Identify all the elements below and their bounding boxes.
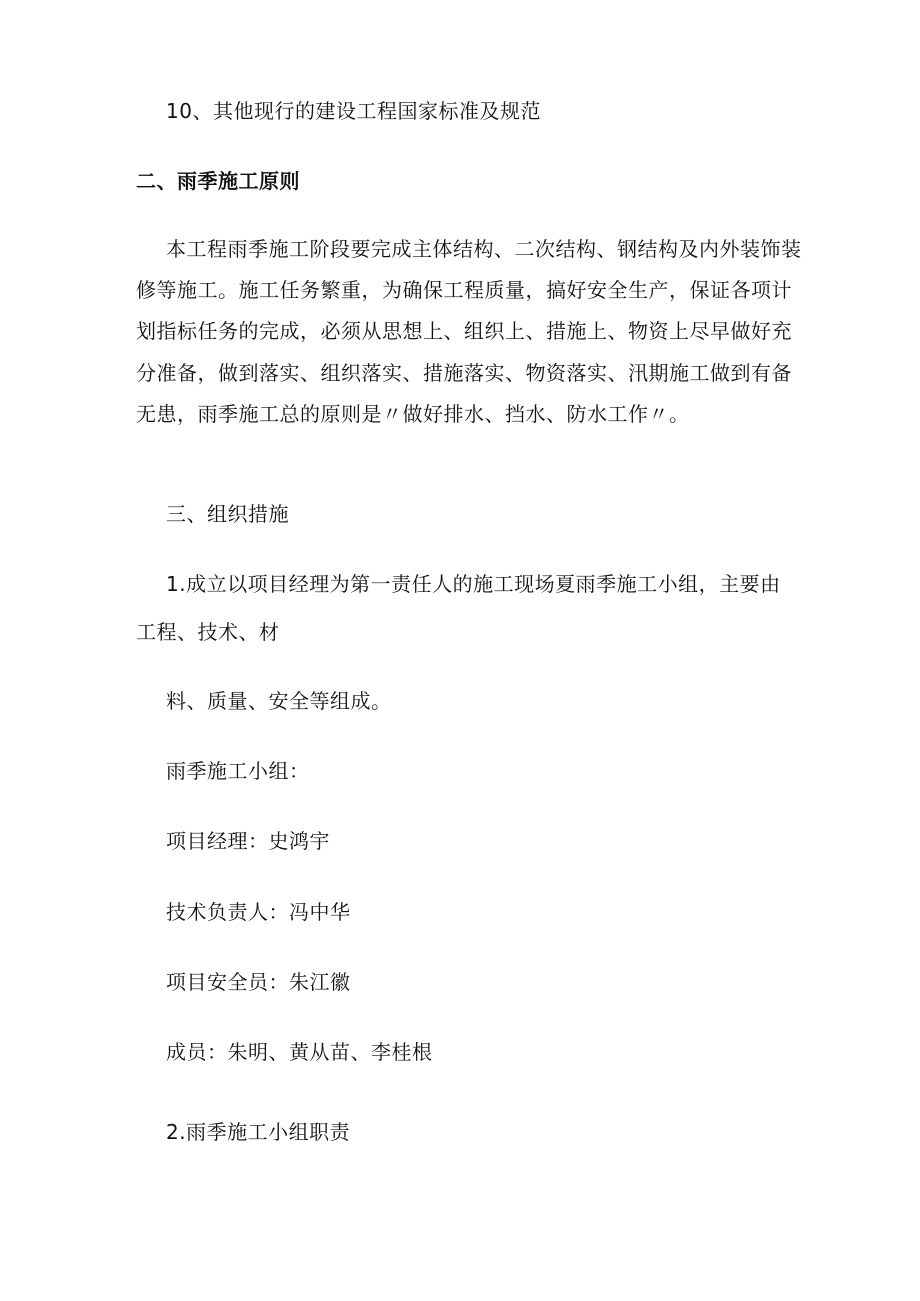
organization-item-1-line-3: 料、质量、安全等组成。 xyxy=(166,689,392,713)
organization-item-2: 2.雨季施工小组职责 xyxy=(166,1120,351,1144)
paragraph-line: 无患，雨季施工总的原则是〃做好排水、挡水、防水工作〃。 xyxy=(136,401,690,426)
paragraph-line: 修等施工。施工任务繁重，为确保工程质量，搞好安全生产，保证各项计 xyxy=(136,278,792,303)
section-heading-rainy-season-principles: 二、雨季施工原则 xyxy=(136,169,300,193)
principles-paragraph xyxy=(136,229,802,435)
organization-item-1-line-2: 工程、技术、材 xyxy=(136,620,280,644)
paragraph-line: 本工程雨季施工阶段要完成主体结构、二次结构、钢结构及内外装饰装 xyxy=(166,237,802,261)
standards-item-10: 10、其他现行的建设工程国家标准及规范 xyxy=(166,99,541,123)
project-manager-line: 项目经理：史鸿宇 xyxy=(166,829,330,853)
paragraph-line: 分准备，做到落实、组织落实、措施落实、物资落实、汛期施工做到有备 xyxy=(136,360,792,385)
section-heading-organization-measures: 三、组织措施 xyxy=(166,502,289,526)
paragraph-line: 划指标任务的完成，必须从思想上、组织上、措施上、物资上尽早做好充 xyxy=(136,319,792,344)
rainy-season-team-label: 雨季施工小组： xyxy=(166,759,310,783)
safety-officer-line: 项目安全员：朱江徽 xyxy=(166,970,351,994)
technical-lead-line: 技术负责人：冯中华 xyxy=(166,900,351,924)
team-members-line: 成员：朱明、黄从苗、李桂根 xyxy=(166,1040,433,1064)
organization-item-1-line-1: 1.成立以项目经理为第一责任人的施工现场夏雨季施工小组，主要由 xyxy=(166,572,781,596)
